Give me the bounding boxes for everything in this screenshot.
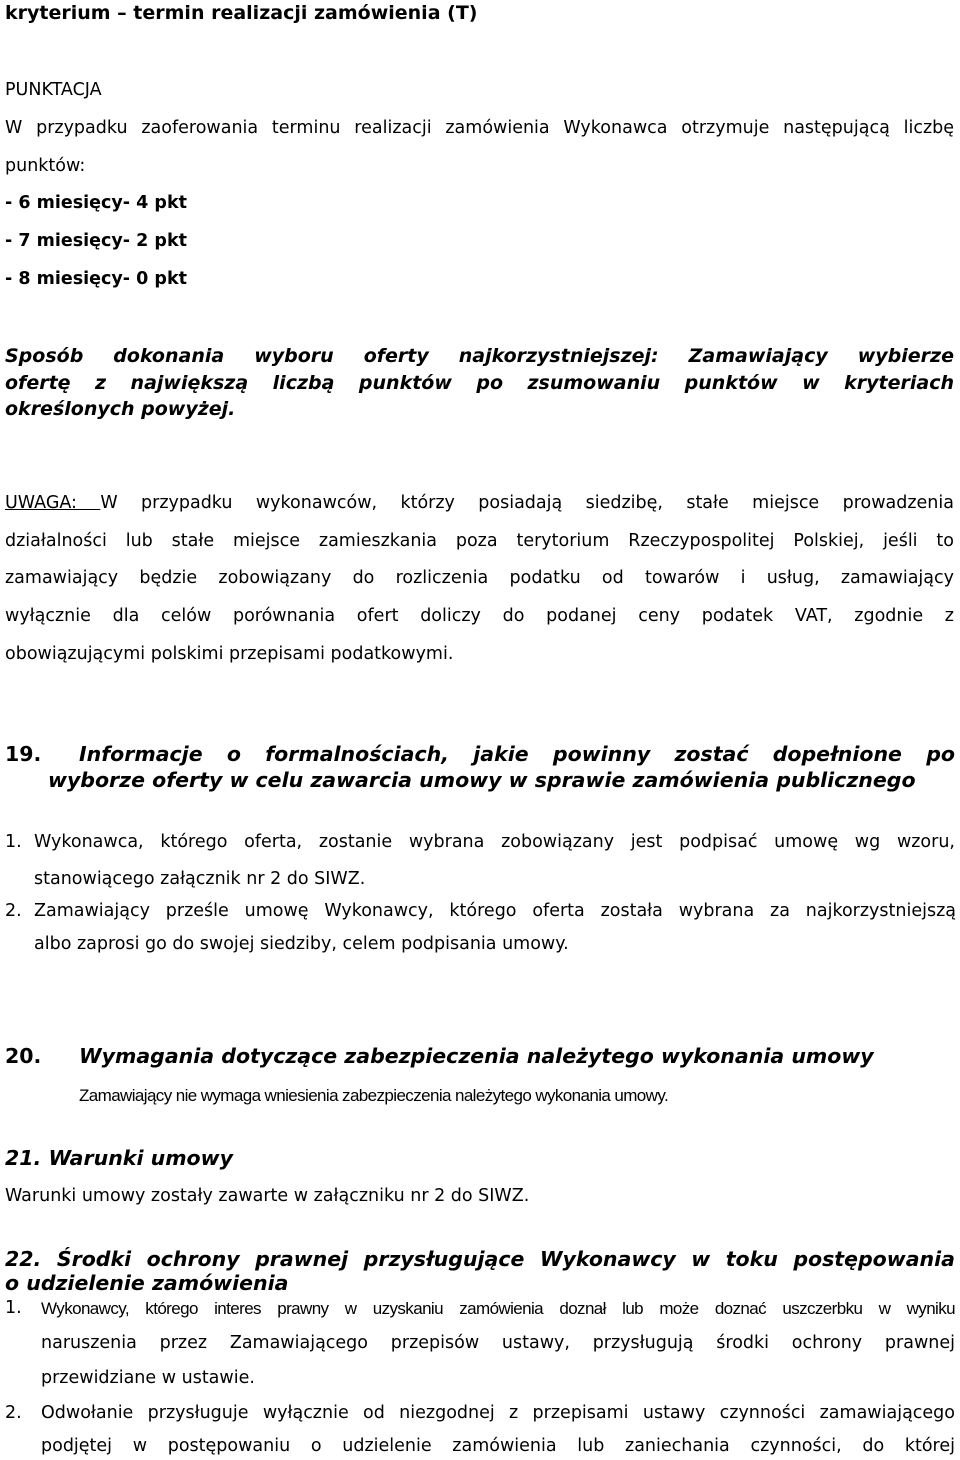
section-21-body: Warunki umowy zostały zawarte w załączniku nr 2 do SIWZ. [5, 1186, 530, 1206]
s22-item1-line2: naruszenia przez Zamawiającego przepisów ustawy, przysługują środki ochrony prawnej [41, 1333, 955, 1353]
s22-item2-number: 2. [5, 1403, 22, 1423]
section-20-title: Wymagania dotyczące zabezpieczenia należytego wykonania umowy [79, 1044, 874, 1068]
s22-item1-line1: Wykonawcy, którego interes prawny w uzyskaniu zamówienia doznał lub może doznać uszczerbku w wyniku [41, 1299, 955, 1318]
s19-item2-number: 2. [5, 901, 22, 921]
s22-item1-line3: przewidziane w ustawie. [41, 1368, 255, 1388]
selection-line1: Sposób dokonania wyboru oferty najkorzystniejszej: Zamawiający wybierze [5, 345, 954, 367]
scoring-label: PUNKTACJA [5, 80, 102, 100]
scoring-item-6-months: - 6 miesięcy- 4 pkt [5, 193, 187, 213]
section-19-number: 19. [5, 742, 42, 766]
s22-item1-number: 1. [5, 1298, 22, 1318]
s19-item1-line2: stanowiącego załącznik nr 2 do SIWZ. [34, 869, 366, 889]
s22-item2-line2: podjętej w postępowaniu o udzielenie zamówienia lub zaniechania czynności, do której [41, 1436, 955, 1456]
section-20-number: 20. [5, 1044, 42, 1068]
uwaga-line3: zamawiający będzie zobowiązany do rozliczenia podatku od towarów i usług, zamawiający [5, 568, 954, 588]
section-19-title-line2: wyborze oferty w celu zawarcia umowy w sprawie zamówienia publicznego [48, 768, 916, 792]
scoring-intro-line1: W przypadku zaoferowania terminu realizacji zamówienia Wykonawca otrzymuje następującą liczbę [5, 118, 954, 138]
section-21-title: 21. Warunki umowy [5, 1146, 233, 1170]
section-22-title-line1: 22. Środki ochrony prawnej przysługujące Wykonawcy w toku postępowania [5, 1247, 955, 1271]
criterion-heading: kryterium – termin realizacji zamówienia (T) [5, 2, 478, 24]
s19-item1-line1: Wykonawca, którego oferta, zostanie wybrana zobowiązany jest podpisać umowę wg wzoru, [34, 832, 955, 852]
s22-item2-line1: Odwołanie przysługuje wyłącznie od niezgodnej z przepisami ustawy czynności zamawiającego [41, 1403, 955, 1423]
section-19-title-line1: Informacje o formalnościach, jakie powinny zostać dopełnione po [79, 742, 955, 766]
s19-item1-number: 1. [5, 832, 22, 852]
uwaga-line1: UWAGA: W przypadku wykonawców, którzy posiadają siedzibę, stałe miejsce prowadzenia [5, 493, 954, 513]
uwaga-label: UWAGA: [5, 493, 101, 513]
scoring-item-7-months: - 7 miesięcy- 2 pkt [5, 231, 187, 251]
scoring-item-8-months: - 8 miesięcy- 0 pkt [5, 269, 187, 289]
s19-item2-line2: albo zaprosi go do swojej siedziby, celem podpisania umowy. [34, 934, 569, 954]
uwaga-line4: wyłącznie dla celów porównania ofert doliczy do podanej ceny podatek VAT, zgodnie z [5, 606, 954, 626]
section-20-body: Zamawiający nie wymaga wniesienia zabezpieczenia należytego wykonania umowy. [79, 1086, 669, 1105]
s19-item2-line1: Zamawiający prześle umowę Wykonawcy, którego oferta została wybrana za najkorzystniejszą [34, 901, 956, 921]
uwaga-line2: działalności lub stałe miejsce zamieszkania poza terytorium Rzeczypospolitej Polskiej, jeśli to [5, 531, 954, 551]
uwaga-line5: obowiązującymi polskimi przepisami podatkowymi. [5, 644, 454, 664]
scoring-intro-line2: punktów: [5, 156, 86, 176]
section-22-title-line2: o udzielenie zamówienia [5, 1271, 289, 1295]
selection-line2: ofertę z największą liczbą punktów po zsumowaniu punktów w kryteriach [5, 372, 954, 394]
selection-line3: określonych powyżej. [5, 398, 236, 420]
